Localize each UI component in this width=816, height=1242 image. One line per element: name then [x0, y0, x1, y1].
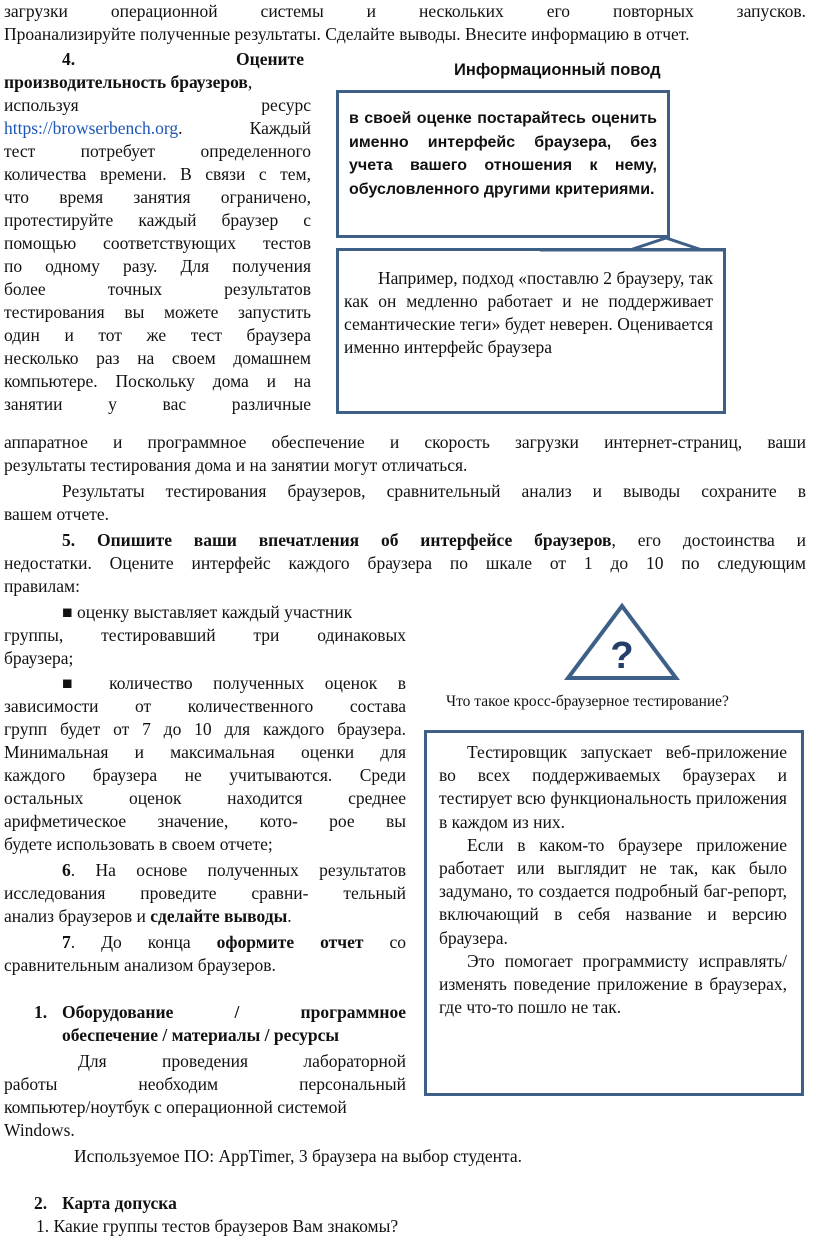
callout2-paragraph: Если в каком-то браузере приложение работает или выглядит не так, как было задумано, то создается подробный баг-репорт, включающий в себя название и версию браузера. — [439, 834, 787, 948]
item4-line: протестируйте каждый браузер с — [4, 210, 311, 230]
text-line: результаты тестирования дома и на занятии могут отличаться. — [4, 455, 468, 475]
text-line: загрузки операционной системы и нескольких его повторных запусков. — [4, 1, 806, 21]
callout-pointer — [540, 236, 730, 264]
section1-line: Для проведения лабораторной — [78, 1051, 406, 1071]
item4-line: https://browserbench.org. Каждый — [4, 118, 311, 138]
rule-2-line: каждого браузера не учитываются. Среди — [4, 765, 406, 785]
rule-2-line: групп будет от 7 до 10 для каждого браузера. — [4, 719, 406, 739]
rule-2-line: арифметическое значение, кото- рое вы — [4, 811, 406, 831]
item4-line: более точных результатов — [4, 279, 311, 299]
text-line: вашем отчете. — [4, 504, 110, 524]
text-line: Результаты тестирования браузеров, сравнительный анализ и выводы сохраните в — [62, 481, 806, 501]
item7-line: 7. До конца оформите отчет со — [62, 932, 406, 952]
item4-title-a: Оцените — [236, 49, 304, 69]
section1-title: Оборудование / программное — [62, 1002, 406, 1022]
example-callout-box — [336, 248, 726, 414]
section1-number: 1. — [34, 1002, 48, 1022]
text-line: аппаратное и программное обеспечение и скорость загрузки интернет-страниц, ваши — [4, 432, 806, 452]
question-1: 1. Какие группы тестов браузеров Вам знакомы? — [36, 1216, 399, 1236]
bullet-square-icon: ■ — [62, 602, 77, 622]
section2-number: 2. — [34, 1193, 48, 1213]
item6-line: анализ браузеров и сделайте выводы. — [4, 906, 292, 926]
rule-2-line: Минимальная и максимальная оценки для — [4, 742, 406, 762]
item4-line: используя ресурс — [4, 95, 311, 115]
item4-line: занятии у вас различные — [4, 394, 311, 414]
warning-triangle-icon — [564, 602, 680, 682]
info-callout-box — [336, 90, 670, 238]
section1-line: Windows. — [4, 1120, 75, 1140]
section2-title: Карта допуска — [62, 1193, 177, 1213]
info-callout-text: в своей оценке постарайтесь оценить именно интерфейс браузера, без учета вашего отношения к нему, обусловленного другими критериями. — [349, 110, 657, 198]
question-mark: ? — [610, 635, 634, 677]
item4-number: 4. — [62, 49, 76, 69]
item5-line: недостатки. Оцените интерфейс каждого браузера по шкале от 1 до 10 по следующим — [4, 553, 806, 573]
browserbench-link[interactable]: https://browserbench.org — [4, 118, 179, 138]
question-caption: Что такое кросс-браузерное тестирование? — [446, 693, 729, 710]
section1-title: обеспечение / материалы / ресурсы — [62, 1025, 340, 1045]
item4-line: тест потребует определенного — [4, 141, 311, 161]
item4-line: компьютере. Поскольку дома и на — [4, 371, 311, 391]
item4-line: несколько раз на своем домашнем — [4, 348, 311, 368]
bullet-square-icon: ■ — [62, 673, 110, 693]
item6-line: исследования проведите сравни- тельный — [4, 883, 406, 903]
item4-line: количества времени. В связи с тем, — [4, 164, 311, 184]
rule-2-line: ■ количество полученных оценок в — [62, 673, 406, 693]
item4-line: по одному разу. Для получения — [4, 256, 311, 276]
callout2-paragraph: Это помогает программисту исправлять/ изменять поведение приложение в браузерах, где что-то пошло не так. — [439, 950, 787, 1018]
item5-line: 5. Опишите ваши впечатления об интерфейсе браузеров, его достоинства и — [62, 530, 806, 550]
rule-2-line: остальных оценок находится среднее — [4, 788, 406, 808]
item6-line: 6. На основе полученных результатов — [62, 860, 406, 880]
item4-line: что время занятия ограничено, — [4, 187, 311, 207]
rule-1-line: браузера; — [4, 648, 74, 668]
item4-line: один и тот же тест браузера — [4, 325, 311, 345]
software-line: Используемое ПО: AppTimer, 3 браузера на выбор студента. — [74, 1146, 523, 1166]
rule-1-line: группы, тестировавший три одинаковых — [4, 625, 406, 645]
rule-2-line: зависимости от количественного состава — [4, 696, 406, 716]
text-line: Проанализируйте полученные результаты. Сделайте выводы. Внесите информацию в отчет. — [4, 24, 690, 44]
item4-title-b: производительность браузеров — [4, 72, 248, 92]
info-callout-title: Информационный повод — [454, 61, 661, 79]
item7-line: сравнительным анализом браузеров. — [4, 955, 276, 975]
rule-1-line: ■ оценку выставляет каждый участник — [62, 602, 353, 622]
example-callout-text: Например, подход «поставлю 2 браузеру, так как он медленно работает и не поддерживает семантические теги» будет неверен. Оценивается именно интерфейс браузера — [344, 268, 713, 357]
callout2-paragraph: Тестировщик запускает веб-приложение во всех поддерживаемых браузерах и тестирует всю функциональность приложения в каждом из них. — [439, 742, 787, 832]
section1-line: работы необходим персональный — [4, 1074, 406, 1094]
item5-title: 5. Опишите ваши впечатления об интерфейсе браузеров — [62, 530, 612, 550]
item4-line: тестирования вы можете запустить — [4, 302, 311, 322]
section1-line: компьютер/ноутбук с операционной системой — [4, 1097, 347, 1117]
cross-browser-callout — [424, 730, 804, 1096]
rule-2-line: будете использовать в своем отчете; — [4, 834, 273, 854]
item4-line: помощью соответствующих тестов — [4, 233, 311, 253]
item4-title-line: производительность браузеров, — [4, 72, 253, 92]
item5-line: правилам: — [4, 576, 80, 596]
